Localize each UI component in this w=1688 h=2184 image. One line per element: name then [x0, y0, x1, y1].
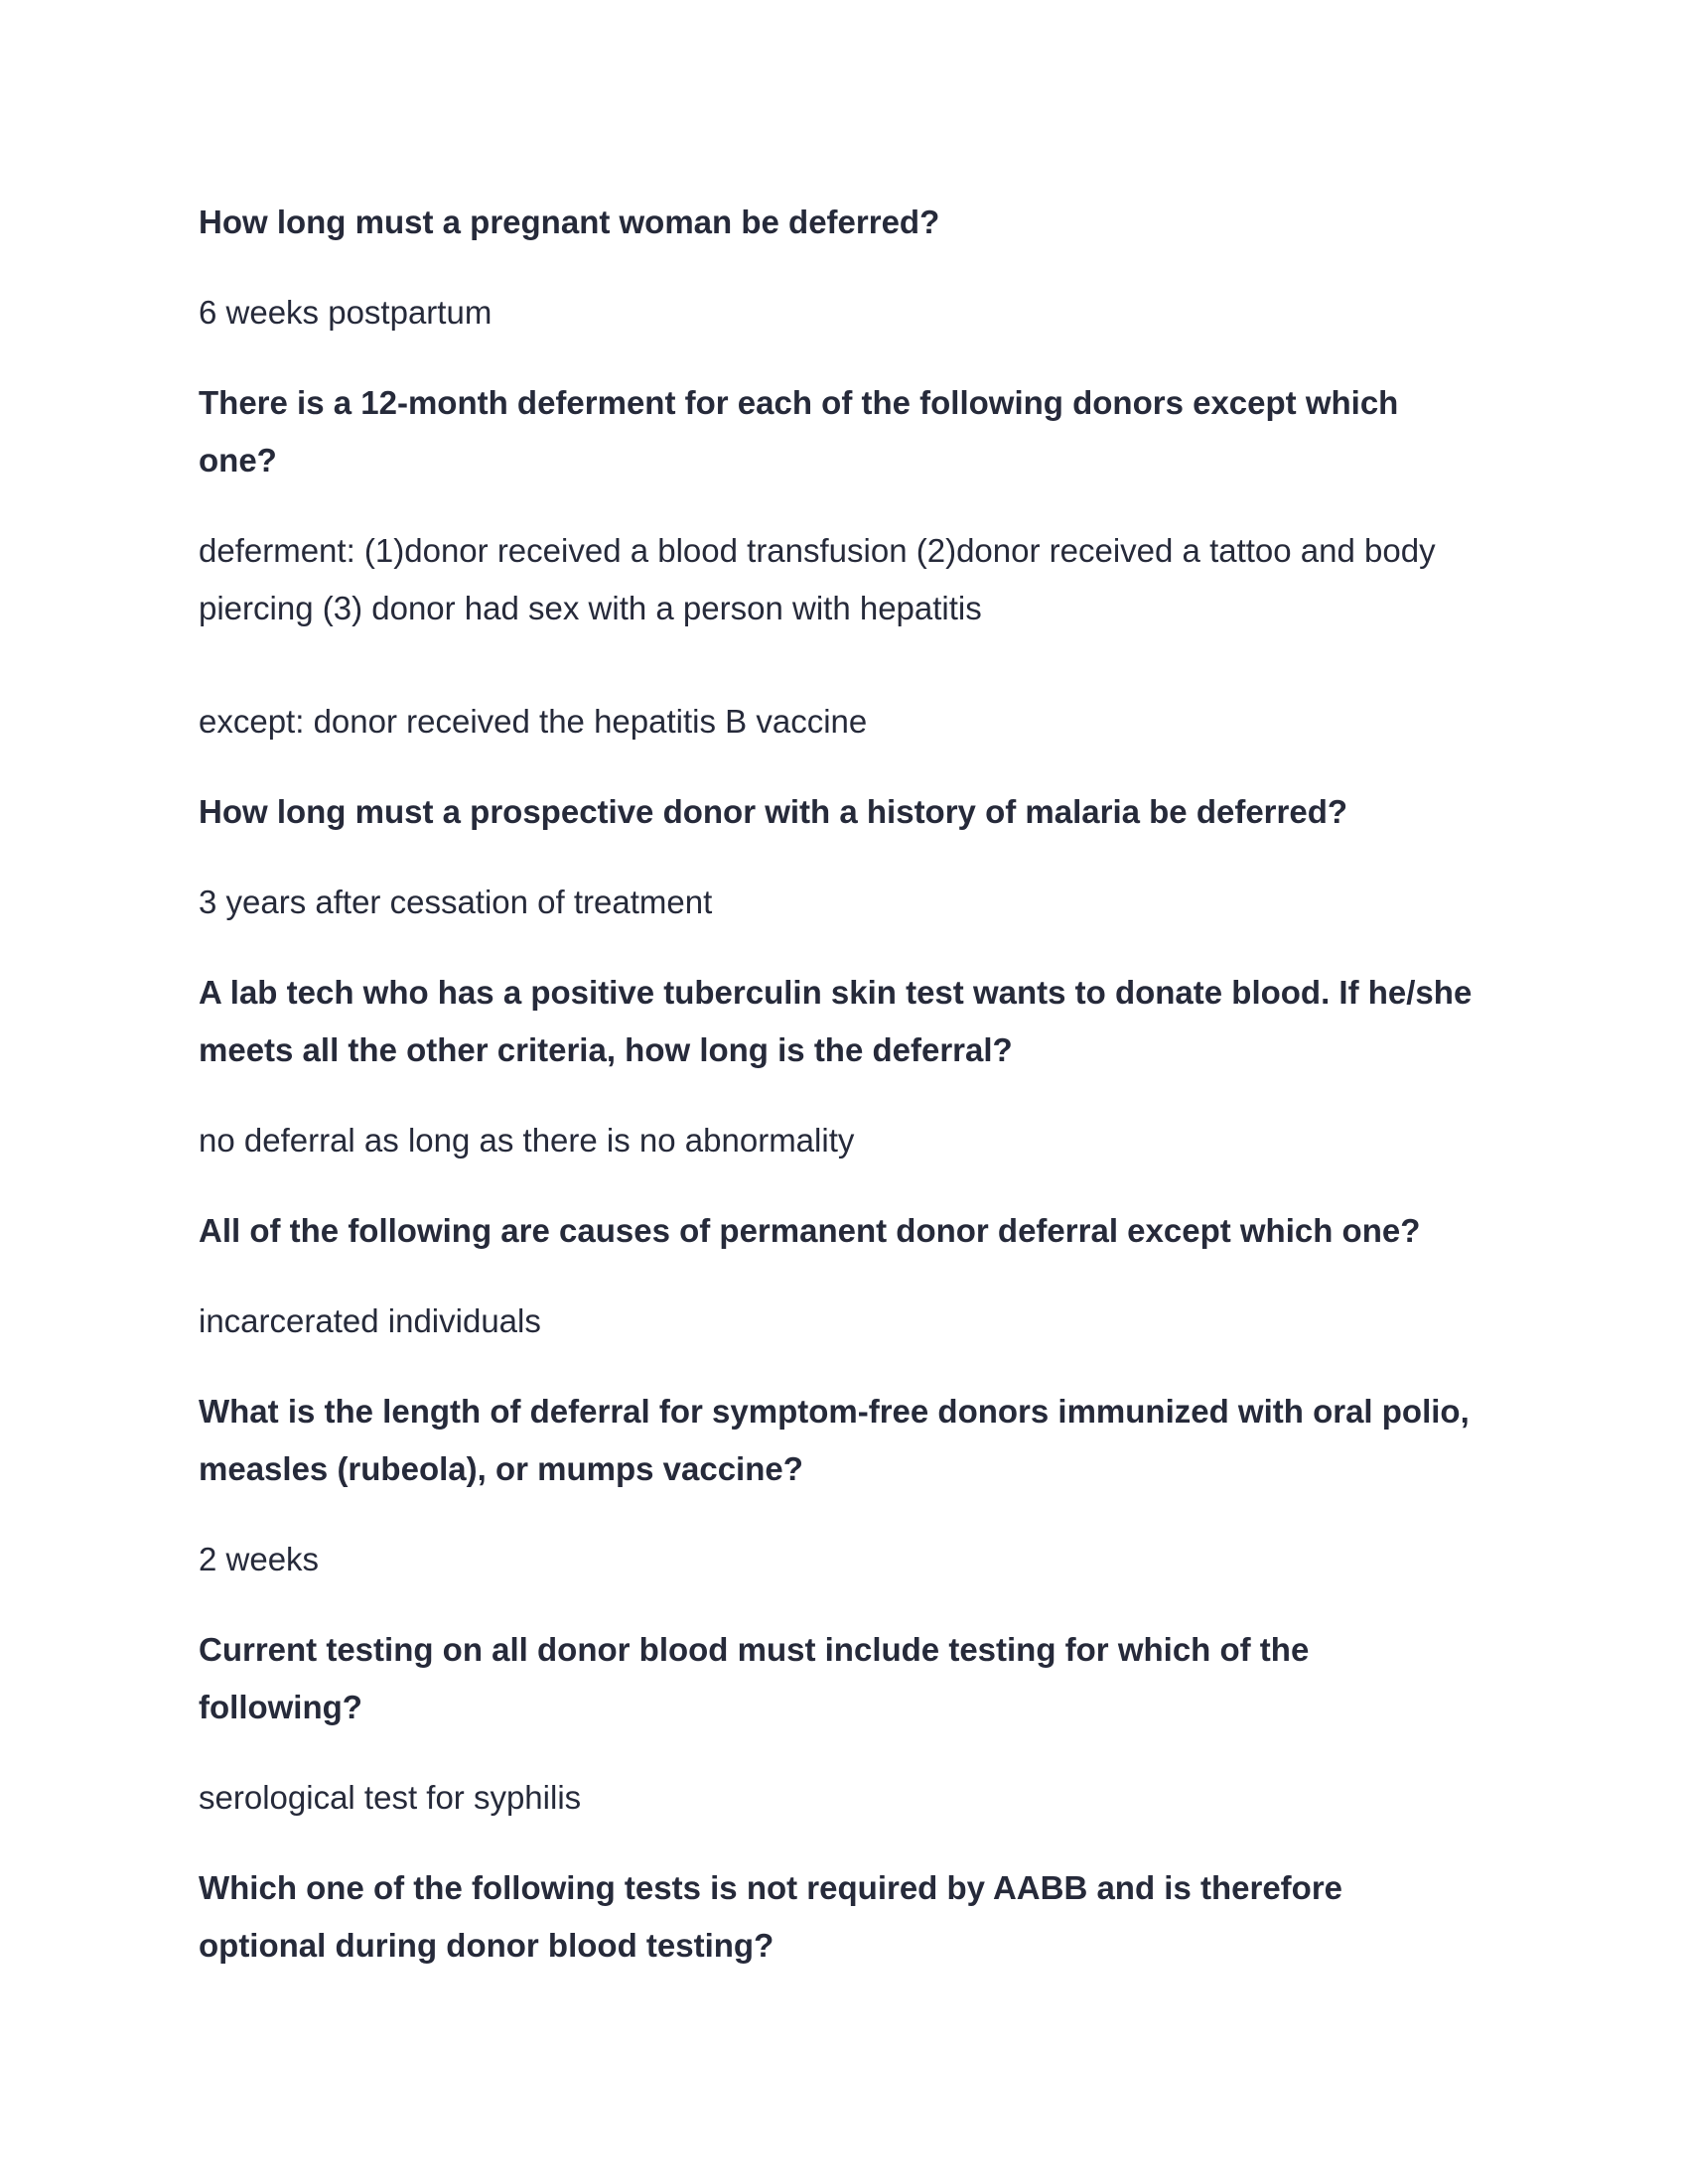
question-5: All of the following are causes of permanent donor deferral except which one? — [199, 1212, 1421, 1249]
answer-1-line-1: 6 weeks postpartum — [199, 294, 492, 331]
answer-3 — [199, 874, 1499, 931]
answer-7 — [199, 1769, 1499, 1827]
question-6: What is the length of deferral for symptom-free donors immunized with oral polio, measles (rubeola), or mumps vaccine? — [199, 1393, 1470, 1487]
answer-4 — [199, 1112, 1499, 1169]
answer-2-line-1: deferment: (1)donor received a blood transfusion (2)donor received a tattoo and body piercing (3) donor had sex with a person with hepatitis — [199, 532, 1436, 626]
question-3: How long must a prospective donor with a history of malaria be deferred? — [199, 793, 1348, 830]
answer-2 — [199, 522, 1499, 751]
document-page — [199, 194, 1499, 2007]
answer-7-line-1: serological test for syphilis — [199, 1779, 582, 1816]
answer-3-line-1: 3 years after cessation of treatment — [199, 884, 713, 920]
answer-4-line-1: no deferral as long as there is no abnormality — [199, 1122, 855, 1159]
answer-6 — [199, 1531, 1499, 1588]
answer-5-line-1: incarcerated individuals — [199, 1302, 541, 1339]
question-8: Which one of the following tests is not required by AABB and is therefore optional during donor blood testing? — [199, 1869, 1343, 1964]
answer-2-line-2: except: donor received the hepatitis B vaccine — [199, 703, 868, 740]
question-1: How long must a pregnant woman be deferred? — [199, 204, 940, 240]
answer-1 — [199, 284, 1499, 341]
answer-2-spacer — [199, 637, 1499, 693]
question-2: There is a 12-month deferment for each of the following donors except which one? — [199, 384, 1399, 478]
question-4: A lab tech who has a positive tuberculin skin test wants to donate blood. If he/she meets all the other criteria, how long is the deferral? — [199, 974, 1473, 1068]
answer-6-line-1: 2 weeks — [199, 1541, 320, 1577]
question-7: Current testing on all donor blood must include testing for which of the following? — [199, 1631, 1310, 1725]
answer-5 — [199, 1293, 1499, 1350]
